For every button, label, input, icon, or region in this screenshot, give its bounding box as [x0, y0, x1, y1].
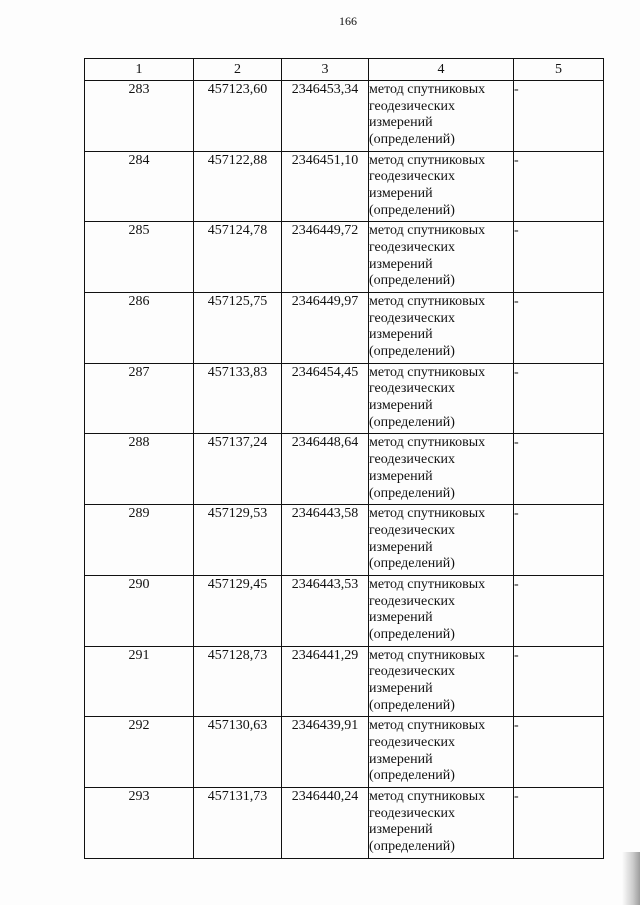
- note-cell: -: [514, 81, 604, 152]
- method-line: (определений): [369, 414, 455, 430]
- note-cell: -: [514, 505, 604, 576]
- column-header-3: 3: [282, 59, 369, 81]
- method-line: метод спутниковых: [369, 576, 486, 592]
- method-line: геодезических: [369, 381, 456, 397]
- x-coordinate-cell: 457125,75: [194, 293, 282, 364]
- method-line: метод спутниковых: [369, 647, 486, 663]
- method-line: измерений: [369, 398, 433, 414]
- method-line: метод спутниковых: [369, 435, 486, 451]
- method-cell: [369, 787, 514, 858]
- method-line: метод спутниковых: [369, 506, 486, 522]
- note-cell: -: [514, 717, 604, 788]
- table-row: [85, 81, 604, 152]
- method-line: измерений: [369, 680, 433, 696]
- x-coordinate-cell: 457129,53: [194, 505, 282, 576]
- x-coordinate-cell: 457128,73: [194, 646, 282, 717]
- method-cell: [369, 717, 514, 788]
- method-line: геодезических: [369, 593, 456, 609]
- coordinates-table: [84, 58, 604, 859]
- method-line: метод спутниковых: [369, 82, 486, 97]
- x-coordinate-cell: 457122,88: [194, 151, 282, 222]
- y-coordinate-cell: 2346453,34: [282, 81, 369, 152]
- x-coordinate-cell: 457129,45: [194, 575, 282, 646]
- note-cell: -: [514, 787, 604, 858]
- method-line: геодезических: [369, 240, 456, 256]
- note-cell: -: [514, 646, 604, 717]
- method-line: (определений): [369, 202, 455, 218]
- note-cell: -: [514, 434, 604, 505]
- point-number-cell: 287: [85, 363, 194, 434]
- note-cell: -: [514, 151, 604, 222]
- method-cell: [369, 222, 514, 293]
- method-line: измерений: [369, 256, 433, 272]
- coordinates-table-head: [85, 59, 604, 81]
- method-line: измерений: [369, 751, 433, 767]
- point-number-cell: 288: [85, 434, 194, 505]
- note-cell: -: [514, 222, 604, 293]
- method-line: геодезических: [369, 452, 456, 468]
- method-line: (определений): [369, 556, 455, 572]
- method-cell: [369, 81, 514, 152]
- method-cell: [369, 505, 514, 576]
- y-coordinate-cell: 2346443,53: [282, 575, 369, 646]
- method-line: (определений): [369, 485, 455, 501]
- y-coordinate-cell: 2346449,72: [282, 222, 369, 293]
- table-row: [85, 787, 604, 858]
- method-line: метод спутниковых: [369, 294, 486, 310]
- point-number-cell: 293: [85, 787, 194, 858]
- note-cell: -: [514, 293, 604, 364]
- column-header-5: 5: [514, 59, 604, 81]
- method-line: измерений: [369, 186, 433, 202]
- method-line: измерений: [369, 610, 433, 626]
- x-coordinate-cell: 457133,83: [194, 363, 282, 434]
- method-line: (определений): [369, 697, 455, 713]
- table-row: [85, 646, 604, 717]
- method-line: геодезических: [369, 310, 456, 326]
- method-line: геодезических: [369, 664, 456, 680]
- x-coordinate-cell: 457130,63: [194, 717, 282, 788]
- point-number-cell: 284: [85, 151, 194, 222]
- method-cell: [369, 646, 514, 717]
- method-cell: [369, 293, 514, 364]
- method-line: измерений: [369, 115, 433, 131]
- y-coordinate-cell: 2346441,29: [282, 646, 369, 717]
- table-row: [85, 434, 604, 505]
- method-line: (определений): [369, 626, 455, 642]
- point-number-cell: 283: [85, 81, 194, 152]
- y-coordinate-cell: 2346439,91: [282, 717, 369, 788]
- method-line: геодезических: [369, 169, 456, 185]
- y-coordinate-cell: 2346449,97: [282, 293, 369, 364]
- method-line: измерений: [369, 327, 433, 343]
- method-line: геодезических: [369, 734, 456, 750]
- point-number-cell: 286: [85, 293, 194, 364]
- point-number-cell: 292: [85, 717, 194, 788]
- table-row: [85, 363, 604, 434]
- column-header-2: 2: [194, 59, 282, 81]
- table-header-row: [85, 59, 604, 81]
- method-line: (определений): [369, 344, 455, 360]
- table-row: [85, 222, 604, 293]
- column-header-1: 1: [85, 59, 194, 81]
- method-line: измерений: [369, 822, 433, 838]
- x-coordinate-cell: 457131,73: [194, 787, 282, 858]
- method-line: (определений): [369, 132, 455, 148]
- method-cell: [369, 434, 514, 505]
- note-cell: -: [514, 575, 604, 646]
- y-coordinate-cell: 2346454,45: [282, 363, 369, 434]
- method-line: геодезических: [369, 522, 456, 538]
- y-coordinate-cell: 2346443,58: [282, 505, 369, 576]
- y-coordinate-cell: 2346451,10: [282, 151, 369, 222]
- column-header-4: 4: [369, 59, 514, 81]
- method-line: (определений): [369, 838, 455, 854]
- y-coordinate-cell: 2346440,24: [282, 787, 369, 858]
- method-line: измерений: [369, 468, 433, 484]
- method-line: измерений: [369, 539, 433, 555]
- table-row: [85, 575, 604, 646]
- table-row: [85, 151, 604, 222]
- coordinates-table-body: [85, 81, 604, 859]
- scan-edge-shadow: [622, 852, 640, 905]
- table-row: [85, 717, 604, 788]
- method-line: метод спутниковых: [369, 788, 486, 804]
- point-number-cell: 285: [85, 222, 194, 293]
- note-cell: -: [514, 363, 604, 434]
- method-line: метод спутниковых: [369, 364, 486, 380]
- method-cell: [369, 151, 514, 222]
- x-coordinate-cell: 457124,78: [194, 222, 282, 293]
- point-number-cell: 289: [85, 505, 194, 576]
- method-line: метод спутниковых: [369, 223, 486, 239]
- method-line: метод спутниковых: [369, 152, 486, 168]
- method-line: (определений): [369, 273, 455, 289]
- method-line: геодезических: [369, 98, 456, 114]
- page-number: 166: [339, 14, 357, 28]
- method-line: (определений): [369, 768, 455, 784]
- x-coordinate-cell: 457137,24: [194, 434, 282, 505]
- table-row: [85, 293, 604, 364]
- point-number-cell: 291: [85, 646, 194, 717]
- method-cell: [369, 575, 514, 646]
- y-coordinate-cell: 2346448,64: [282, 434, 369, 505]
- method-cell: [369, 363, 514, 434]
- point-number-cell: 290: [85, 575, 194, 646]
- table-row: [85, 505, 604, 576]
- x-coordinate-cell: 457123,60: [194, 81, 282, 152]
- method-line: метод спутниковых: [369, 718, 486, 734]
- method-line: геодезических: [369, 805, 456, 821]
